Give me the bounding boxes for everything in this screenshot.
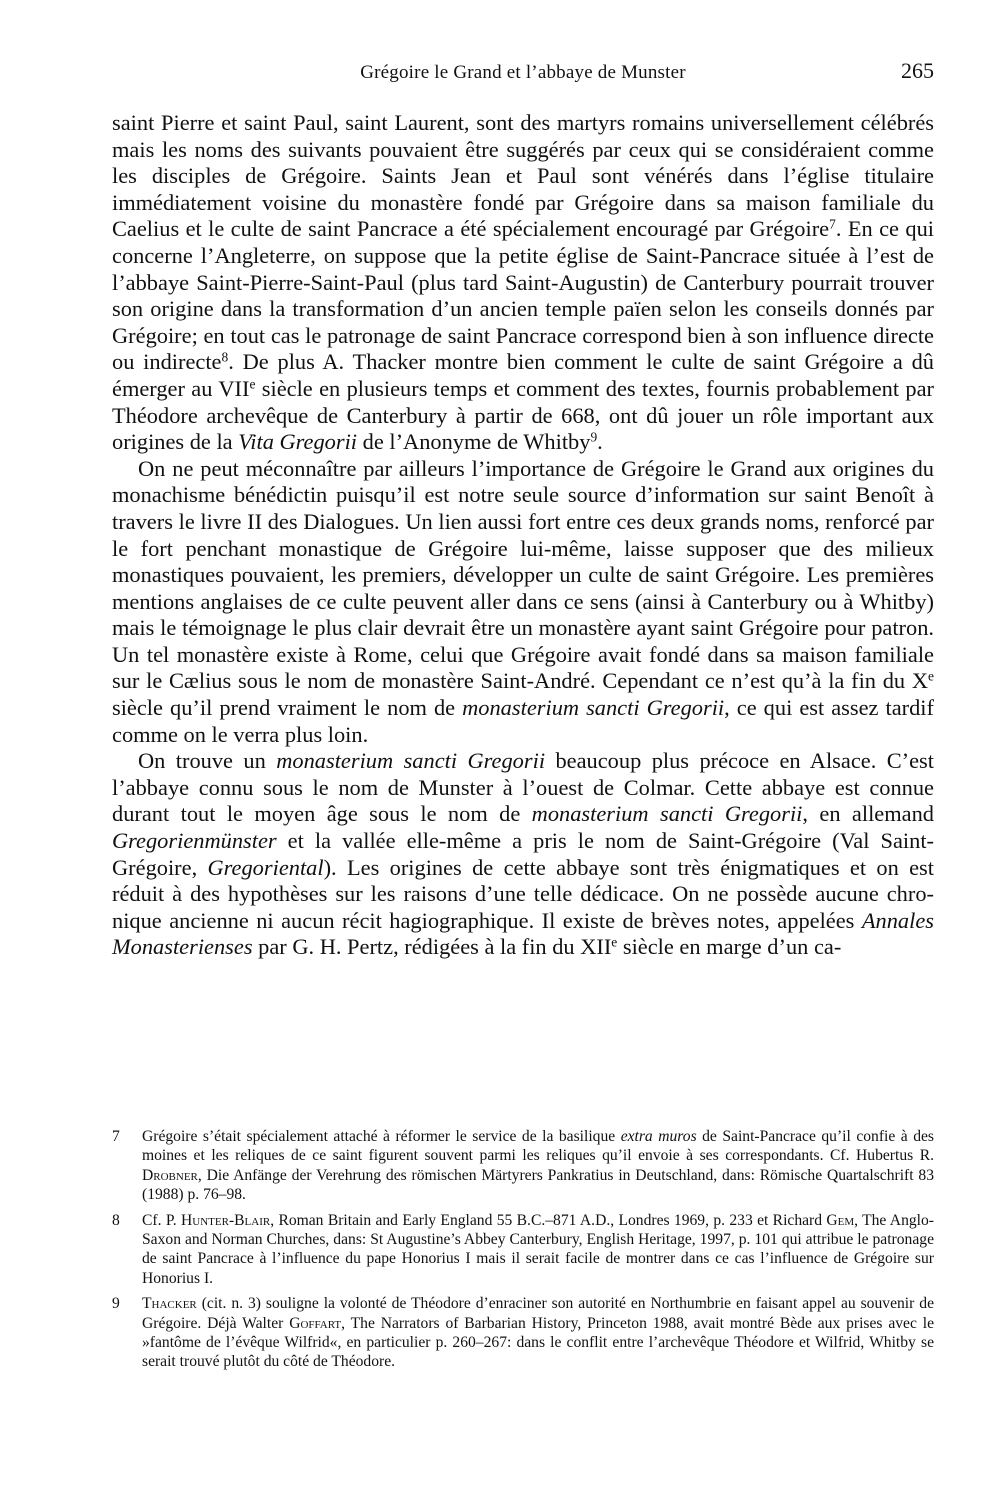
text-run: On trouve un <box>138 748 277 774</box>
author-name: Goffart <box>289 1314 342 1332</box>
author-name: Thacker <box>142 1295 197 1313</box>
italic-term: Annales Monasterienses <box>112 907 934 960</box>
text-run: (cit. n. 3) souligne la volonté de Théodore d’enraciner son autorité en Northumbrie en faisant appel au souvenir de Grégoire. Déjà Walter <box>142 1295 934 1332</box>
text-run: Grégoire s’était spécialement attaché à réformer le service de la basilique <box>142 1128 621 1145</box>
italic-term: extra muros <box>620 1128 697 1145</box>
running-header <box>112 56 934 96</box>
footnote-7 <box>112 1127 934 1205</box>
text-run: Cf. P. <box>142 1211 182 1229</box>
footnote-ref-7[interactable]: 7 <box>829 216 836 232</box>
superscript-e: e <box>928 669 934 685</box>
footnotes <box>112 1127 934 1378</box>
footnote-9 <box>112 1294 934 1372</box>
footnote-8 <box>112 1211 934 1289</box>
author-name: Drobner <box>142 1166 198 1184</box>
text-run: siècle en plusieurs temps et comment des textes, fournis probablement par Théodore archevêque de Canterbury à partir de 668, ont dû jouer un rôle important aux origines de la <box>112 375 934 455</box>
page <box>112 56 934 961</box>
text-run: , en allemand <box>802 801 934 827</box>
superscript-e: e <box>611 935 618 951</box>
author-name: Hunter-Blair <box>181 1211 271 1229</box>
italic-term: monasterium sancti Gregorii <box>531 801 803 827</box>
body-text <box>112 110 934 961</box>
italic-term: monasterium sancti Gregorii <box>462 695 725 721</box>
paragraph-1 <box>112 110 934 456</box>
footnote-text <box>142 1294 934 1372</box>
footnote-number: 8 <box>112 1211 120 1229</box>
footnote-text <box>142 1127 934 1205</box>
text-run: , ce qui est assez tardif comme on le verra plus loin. <box>112 695 934 747</box>
italic-term: monasterium sancti Gregorii <box>276 748 546 774</box>
text-run: beaucoup plus précoce en Alsace. C’est l’abbaye connu sous le nom de Munster à l’ouest de Colmar. Cette abbaye est connue durant tout le moyen âge sous le nom de <box>112 748 934 827</box>
text-run: . De plus A. Thacker montre bien comment le culte de saint Grégoire a dû émerger au VII <box>112 349 934 401</box>
author-name: Gem <box>826 1211 855 1229</box>
text-run: , The Anglo-Saxon and Norman Churches, dans: St Augustine’s Abbey Canterbury, English Heritage, 1997, p. 101 qui attribue le patronage de saint Pancrace à l’influence du pape Honorius I mais il serait facile de montrer dans ce cas l’influence de Grégoire sur Honorius I. <box>142 1211 934 1287</box>
text-run: par G. H. Pertz, rédigées à la fin du XII <box>252 934 612 960</box>
superscript-e: e <box>249 376 256 392</box>
running-title: Grégoire le Grand et l’abbaye de Munster <box>360 62 686 83</box>
italic-title: Vita Gregorii <box>238 429 358 455</box>
text-run: siècle qu’il prend vraiment le nom de <box>112 695 463 721</box>
text-run: de l’Anonyme de Whitby <box>357 429 591 455</box>
text-run: , Roman Britain and Early England 55 B.C.–871 A.D., Londres 1969, p. 233 et Richard <box>270 1211 827 1229</box>
italic-term: Gregoriental <box>207 854 324 880</box>
footnote-ref-9[interactable]: 9 <box>590 429 598 445</box>
page-number: 265 <box>901 58 934 83</box>
footnote-number: 7 <box>112 1128 120 1145</box>
text-run: . En ce qui concerne l’Angleterre, on suppose que la petite église de Saint-Pancrace située à l’est de l’abbaye Saint-Pierre-Saint-Paul (plus tard Saint-Augustin) de Canterbury pourrait trouver son origine dans la transformation d’un ancien temple païen selon les conseils donnés par Grégoire; en tout cas le patronage de saint Pancrace correspond bien à son influence directe ou indirecte <box>112 216 934 375</box>
footnote-ref-8[interactable]: 8 <box>221 349 229 365</box>
text-run: siècle en marge d’un ca- <box>617 934 842 960</box>
text-run: , Die Anfänge der Verehrung des römischen Märtyrers Pankratius in Deutschland, dans: Römische Quartalschrift 83 (1988) p. 76–98. <box>142 1166 934 1204</box>
italic-term: Gregorienmünster <box>112 828 277 854</box>
text-run: de Saint-Pancrace qu’il confie à des moines et les reliques de ce saint figurent souvent parmi les reliques qu’il envoie à ses correspondants. Cf. Hubertus R. <box>142 1128 934 1165</box>
text-run: saint Pierre et saint Paul, saint Laurent, sont des martyrs romains universellement célébrés mais les noms des suivants pouvaient être suggérés par ceux qui se considéraient comme les disciples de Grégoire. Saints Jean et Paul sont vénérés dans l’église titulaire immédiatement voisine du monastère fondé par Grégoire dans sa maison familiale du Caelius et le culte de saint Pancrace a été spécialement encouragé par Grégoire <box>112 110 934 242</box>
footnote-number: 9 <box>112 1295 120 1313</box>
paragraph-3 <box>112 748 934 961</box>
text-run: On ne peut méconnaître par ailleurs l’importance de Grégoire le Grand aux origines du monachisme bénédictin puisqu’il est notre seule source d’information sur saint Benoît à travers le livre II des Dialogues. Un lien aussi fort entre ces deux grands noms, renforcé par le fort penchant monastique de Grégoire lui-même, laisse supposer que des milieux monastiques pouvaient, les premiers, développer un culte de saint Grégoire. Les premières mentions anglaises de ce culte peuvent aller dans ce sens (ainsi à Canterbury ou à Whitby) mais le témoignage le plus clair devrait être un monastère ayant saint Grégoire pour patron. Un tel monastère existe à Rome, celui que Grégoire avait fondé dans sa maison familiale sur le Cælius sous le nom de monastère Saint-André. Cependant ce n’est qu’à la fin du X <box>112 455 934 694</box>
text-run: . <box>597 429 603 455</box>
text-run: ). Les origines de cette abbaye sont très énigmatiques et on est réduit à des hypothèses sur les raisons d’une telle dédicace. On ne possède aucune chronique ancienne ni aucun récit hagiographique. Il existe de brèves notes, appelées <box>112 854 934 933</box>
text-run: , The Narrators of Barbarian History, Princeton 1988, avait montré Bède aux prises avec le »fantôme de l’évêque Wilfrid«, en particulier p. 260–267: dans le conflit entre l’archevêque Théodore et Wilfrid, Whitby se serait trouvé plutôt du côté de Théodore. <box>142 1314 934 1371</box>
paragraph-2 <box>112 456 934 749</box>
text-run: et la vallée elle-même a pris le nom de Saint-Grégoire (Val Saint-Grégoire, <box>112 828 934 880</box>
footnote-text <box>142 1211 934 1289</box>
